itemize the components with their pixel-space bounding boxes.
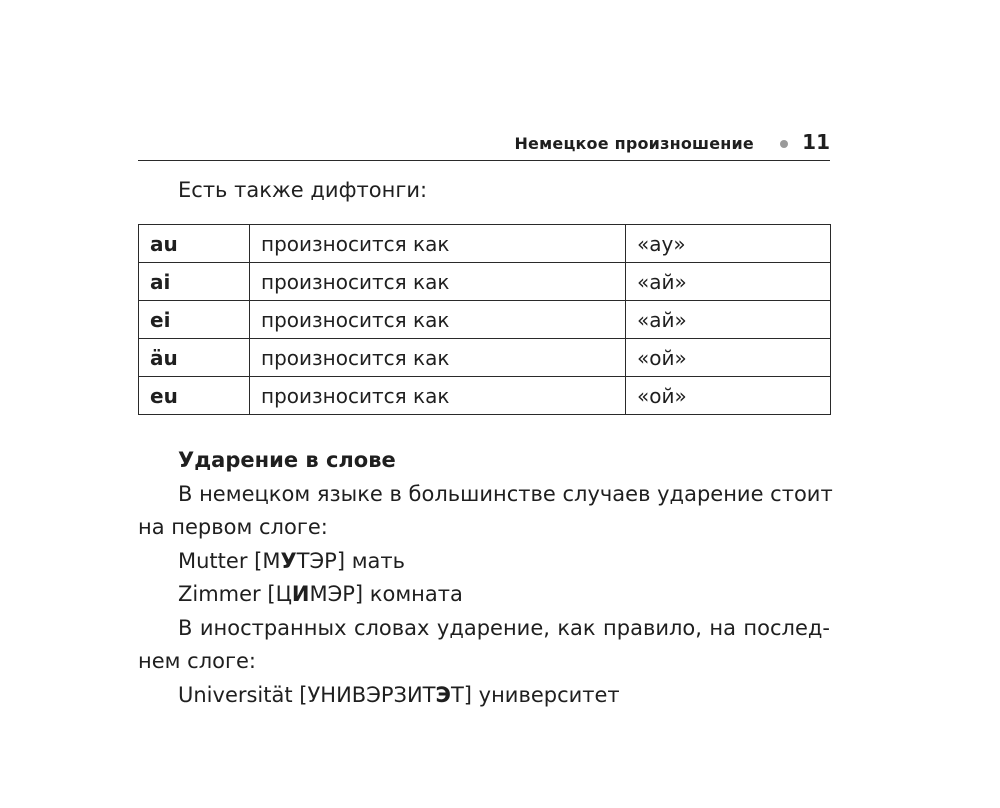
diphthong-sound: «ой»	[626, 339, 831, 377]
diphthong-sound: «ай»	[626, 263, 831, 301]
bracket-open: [	[247, 548, 263, 573]
german-word: Universität	[178, 682, 293, 707]
example-line	[138, 578, 838, 612]
diphthong-letters: ai	[139, 263, 250, 301]
transcription-pre: Ц	[275, 582, 292, 606]
translation: университет	[478, 682, 620, 707]
bracket-close: ]	[354, 582, 370, 606]
transcription-post: Т	[450, 682, 464, 707]
table-row	[139, 339, 831, 377]
transcription-post: ТЭР	[296, 548, 337, 573]
diphthong-description: произносится как	[250, 377, 626, 415]
transcription-pre: УНИВЭРЗИТ	[307, 682, 436, 707]
table-row	[139, 301, 831, 339]
stressed-vowel: У	[280, 548, 297, 573]
diphthong-letters: ei	[139, 301, 250, 339]
intro-text: Есть также дифтонги:	[178, 178, 428, 202]
running-title: Немецкое произношение	[514, 134, 754, 153]
translation: мать	[351, 548, 406, 573]
example-line	[138, 545, 838, 579]
diphthong-description: произносится как	[250, 225, 626, 263]
bracket-open: [	[292, 682, 308, 707]
running-header	[138, 128, 830, 161]
paragraph-text: В немецком языке в большинстве случаев ударение стоит	[178, 481, 833, 506]
diphthong-description: произносится как	[250, 301, 626, 339]
german-word: Zimmer	[178, 582, 261, 606]
diphthong-description: произносится как	[250, 339, 626, 377]
diphthong-table	[138, 224, 831, 415]
stressed-vowel: Э	[435, 682, 451, 707]
paragraph-line: нем слоге:	[138, 649, 257, 673]
diphthong-sound: «ай»	[626, 301, 831, 339]
diphthong-sound: «ой»	[626, 377, 831, 415]
bracket-open: [	[260, 582, 276, 606]
bullet-dot-icon	[780, 140, 788, 148]
transcription-post: МЭР	[309, 582, 355, 606]
diphthong-letters: au	[139, 225, 250, 263]
transcription-pre: М	[262, 548, 281, 573]
table-row	[139, 225, 831, 263]
paragraph-line	[138, 612, 838, 646]
stressed-vowel: И	[291, 582, 310, 606]
diphthong-letters: eu	[139, 377, 250, 415]
stress-section	[138, 444, 838, 712]
example-line	[138, 679, 838, 713]
paragraph-line: на первом слоге:	[138, 515, 328, 539]
german-word: Mutter	[178, 548, 248, 573]
paragraph-line	[138, 478, 838, 512]
table-row	[139, 377, 831, 415]
section-heading: Ударение в слове	[178, 448, 396, 472]
page-number: 11	[802, 130, 830, 154]
diphthong-letters: äu	[139, 339, 250, 377]
bracket-close: ]	[336, 548, 352, 573]
translation: комната	[369, 582, 463, 606]
diphthong-description: произносится как	[250, 263, 626, 301]
diphthong-sound: «ау»	[626, 225, 831, 263]
paragraph-text: В иностранных словах ударение, как правило, на послед-	[178, 615, 830, 640]
table-row	[139, 263, 831, 301]
bracket-close: ]	[463, 682, 479, 707]
